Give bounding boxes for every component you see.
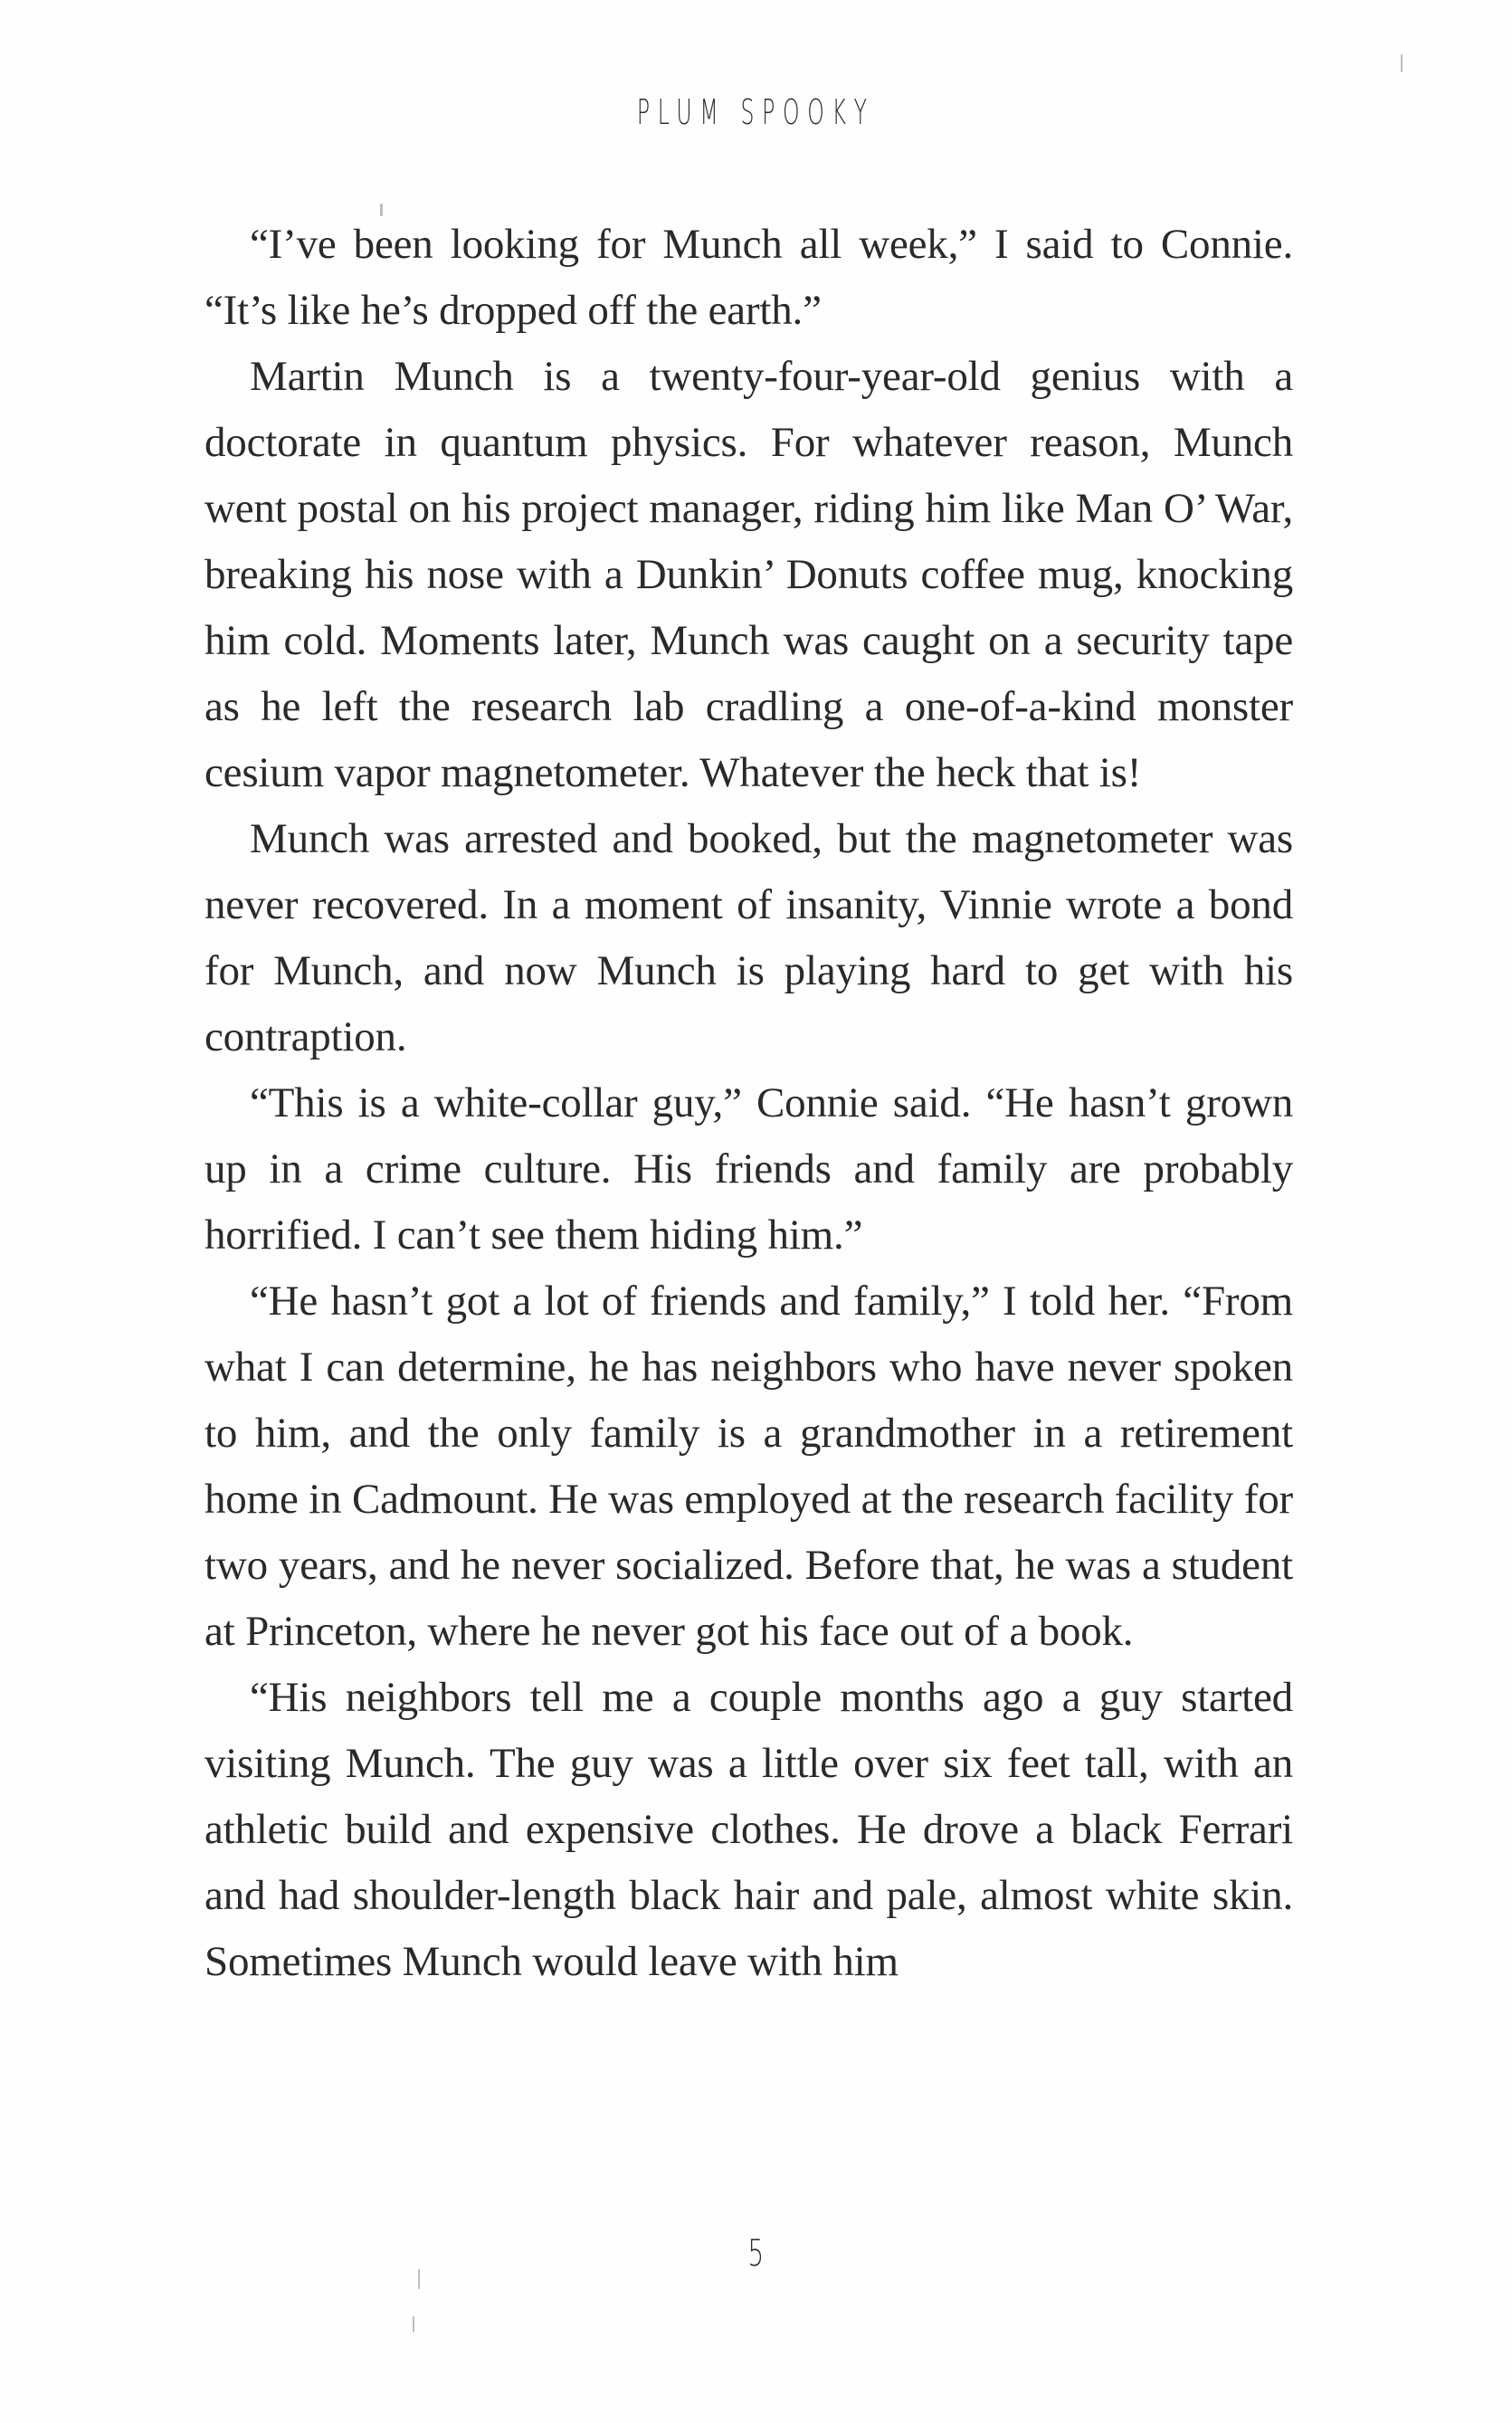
scan-speck <box>418 2269 420 2289</box>
running-head: PLUM SPOOKY <box>636 92 875 132</box>
paragraph-1: “I’ve been looking for Munch all week,” I said to Connie. “It’s like he’s dropped off the earth.” <box>204 221 1293 334</box>
scan-speck <box>413 2316 414 2333</box>
paragraph-2: Martin Munch is a twenty-four-year-old genius with a doctorate in quantum physics. For whatever reason, Munch went postal on his project manager, riding him like Man O’ War, breaking his nose with a Dunkin’ Donuts coffee mug, knocking him cold. Moments later, Munch was caught on a security tape as he left the research lab cradling a one-of-a-kind monster cesium vapor magnetometer. Whatever the heck that is! <box>204 353 1293 796</box>
paragraph-6: “His neighbors tell me a couple months ago a guy started visiting Munch. The guy was a little over six feet tall, with an athletic build and expensive clothes. He drove a black Ferrari and had shoulder-length black hair and pale, almost white skin. Sometimes Munch would leave with him <box>204 1674 1293 1985</box>
paragraph-3: Munch was arrested and booked, but the magnetometer was never recovered. In a moment of insanity, Vinnie wrote a bond for Munch, and now Munch is playing hard to get with his contraption. <box>204 815 1293 1060</box>
page-number: 5 <box>747 2233 765 2275</box>
scan-speck <box>380 204 383 216</box>
scan-speck <box>1401 54 1403 72</box>
body-text <box>204 212 1293 1995</box>
paragraph-5: “He hasn’t got a lot of friends and family,” I told her. “From what I can determine, he has neighbors who have never spoken to him, and the only family is a grandmother in a retirement home in Cadmount. He was employed at the research facility for two years, and he never socialized. Before that, he was a student at Princeton, where he never got his face out of a book. <box>204 1278 1293 1655</box>
paragraph-4: “This is a white-collar guy,” Connie said. “He hasn’t grown up in a crime culture. His friends and family are probably horrified. I can’t see them hiding him.” <box>204 1079 1293 1259</box>
